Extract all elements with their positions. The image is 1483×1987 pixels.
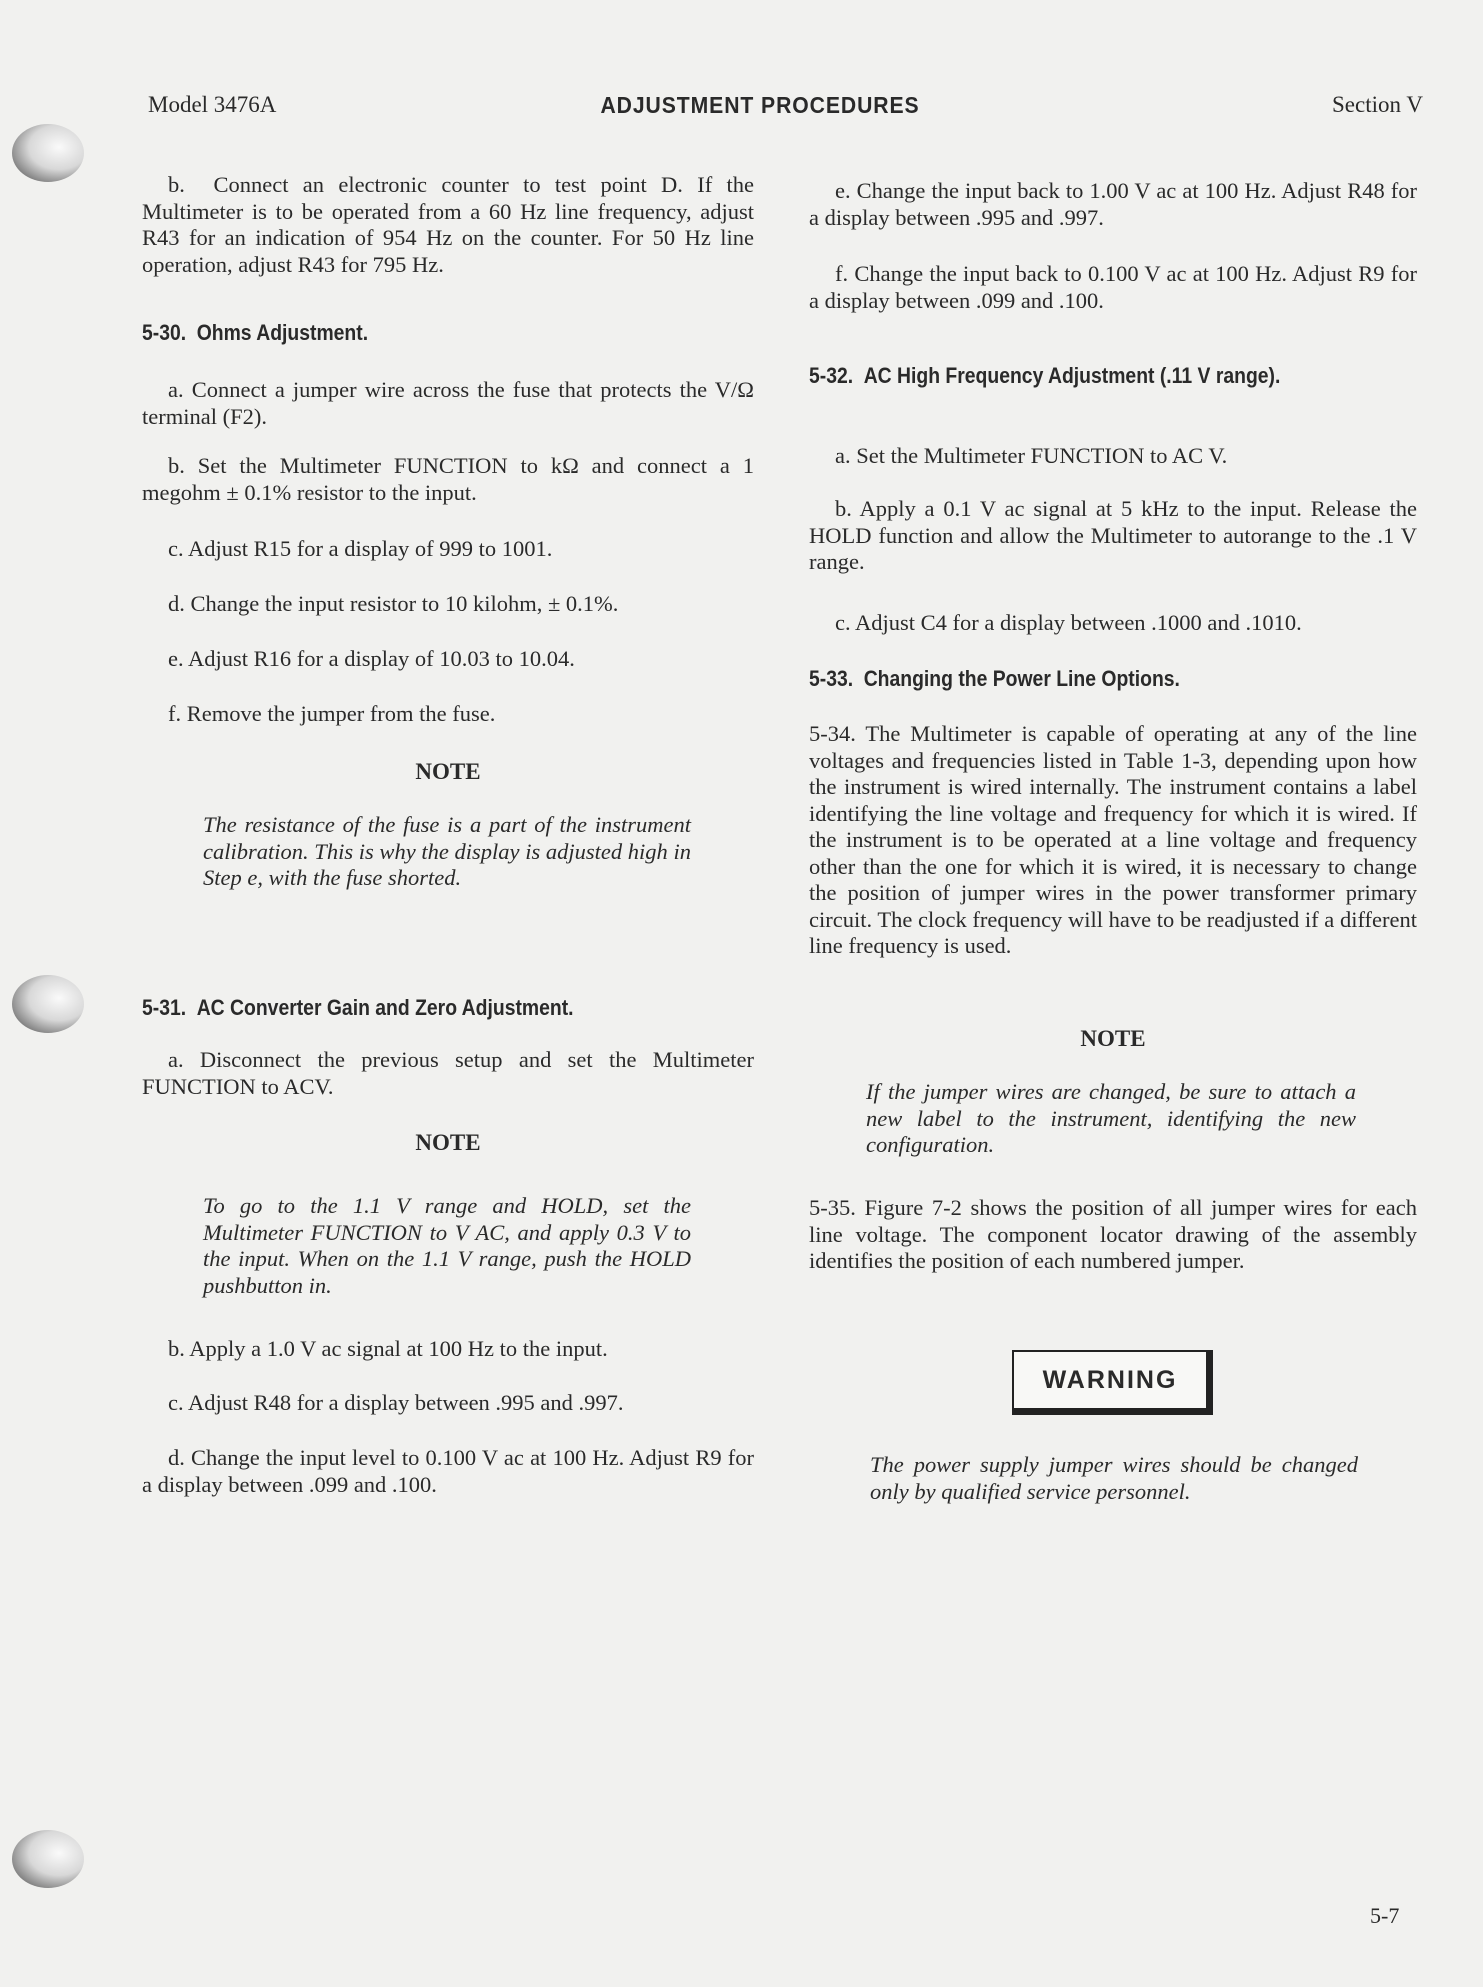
paragraph-5-34: 5-34. The Multimeter is capable of operating at any of the line voltages and frequencies listed in Table 1-3, depending upon how the instrument is wired internally. The instrument contains a label identifying the line voltage and frequency for which it is wired. If the instrument is to be operated at a line voltage and frequency other than the one for which it is wired, it is necessary to change the position of jumper wires in the power transformer primary circuit. The clock frequency will have to be readjusted if a different line frequency is used. <box>809 721 1417 958</box>
binder-hole <box>12 124 84 182</box>
step-c: c. Adjust C4 for a display between .1000 and .1010. <box>835 610 1302 635</box>
note-text: If the jumper wires are changed, be sure to attach a new label to the instrument, identifying the new configuration. <box>866 1079 1356 1157</box>
paragraph-b: b. Connect an electronic counter to test point D. If the Multimeter is to be operated from a 60 Hz line frequency, adjust R43 for an indication of 954 Hz on the counter. For 50 Hz line operation, adjust R43 for 795 Hz. <box>142 172 754 277</box>
step-b: b. Apply a 0.1 V ac signal at 5 kHz to the input. Release the HOLD function and allow the Multimeter to autorange to the .1 V range. <box>809 496 1417 574</box>
step-b: b. Apply a 1.0 V ac signal at 100 Hz to the input. <box>168 1336 608 1361</box>
step-d: d. Change the input resistor to 10 kilohm, ± 0.1%. <box>168 591 619 616</box>
paragraph-5-35: 5-35. Figure 7-2 shows the position of all jumper wires for each line voltage. The component locator drawing of the assembly identifies the position of each numbered jumper. <box>809 1195 1417 1273</box>
heading-5-31: 5-31. AC Converter Gain and Zero Adjustment. <box>142 995 574 1020</box>
heading-5-30: 5-30. Ohms Adjustment. <box>142 320 369 345</box>
note-text: To go to the 1.1 V range and HOLD, set the Multimeter FUNCTION to V AC, and apply 0.3 V to the input. When on the 1.1 V range, push the HOLD pushbutton in. <box>203 1193 691 1298</box>
note-label: NOTE <box>415 759 481 784</box>
model-label: Model 3476A <box>148 92 277 117</box>
step-a: a. Set the Multimeter FUNCTION to AC V. <box>835 443 1228 468</box>
step-f: f. Remove the jumper from the fuse. <box>168 701 496 726</box>
warning-text: The power supply jumper wires should be changed only by qualified service personnel. <box>870 1452 1358 1504</box>
note-label: NOTE <box>415 1130 481 1155</box>
step-f: f. Change the input back to 0.100 V ac at 100 Hz. Adjust R9 for a display between .099 and .100. <box>809 261 1417 313</box>
step-d: d. Change the input level to 0.100 V ac at 100 Hz. Adjust R9 for a display between .099 and .100. <box>142 1445 754 1497</box>
warning-box: WARNING <box>1012 1350 1213 1415</box>
note-text: The resistance of the fuse is a part of the instrument calibration. This is why the display is adjusted high in Step e, with the fuse shorted. <box>203 812 691 890</box>
page-number: 5-7 <box>1370 1903 1400 1928</box>
binder-hole <box>12 975 84 1033</box>
step-c: c. Adjust R15 for a display of 999 to 1001. <box>168 536 553 561</box>
heading-5-33: 5-33. Changing the Power Line Options. <box>809 666 1180 691</box>
step-e: e. Change the input back to 1.00 V ac at 100 Hz. Adjust R48 for a display between .995 and .997. <box>809 178 1417 230</box>
page-title: ADJUSTMENT PROCEDURES <box>600 92 920 118</box>
step-a: a. Connect a jumper wire across the fuse that protects the V/Ω terminal (F2). <box>142 377 754 429</box>
step-c: c. Adjust R48 for a display between .995 and .997. <box>168 1390 624 1415</box>
binder-hole <box>12 1830 84 1888</box>
step-e: e. Adjust R16 for a display of 10.03 to 10.04. <box>168 646 575 671</box>
step-a: a. Disconnect the previous setup and set the Multimeter FUNCTION to ACV. <box>142 1047 754 1099</box>
note-label: NOTE <box>1080 1026 1146 1051</box>
section-label: Section V <box>1332 92 1423 117</box>
step-b: b. Set the Multimeter FUNCTION to kΩ and connect a 1 megohm ± 0.1% resistor to the input. <box>142 453 754 505</box>
heading-5-32: 5-32. AC High Frequency Adjustment (.11 V range). <box>809 363 1281 388</box>
